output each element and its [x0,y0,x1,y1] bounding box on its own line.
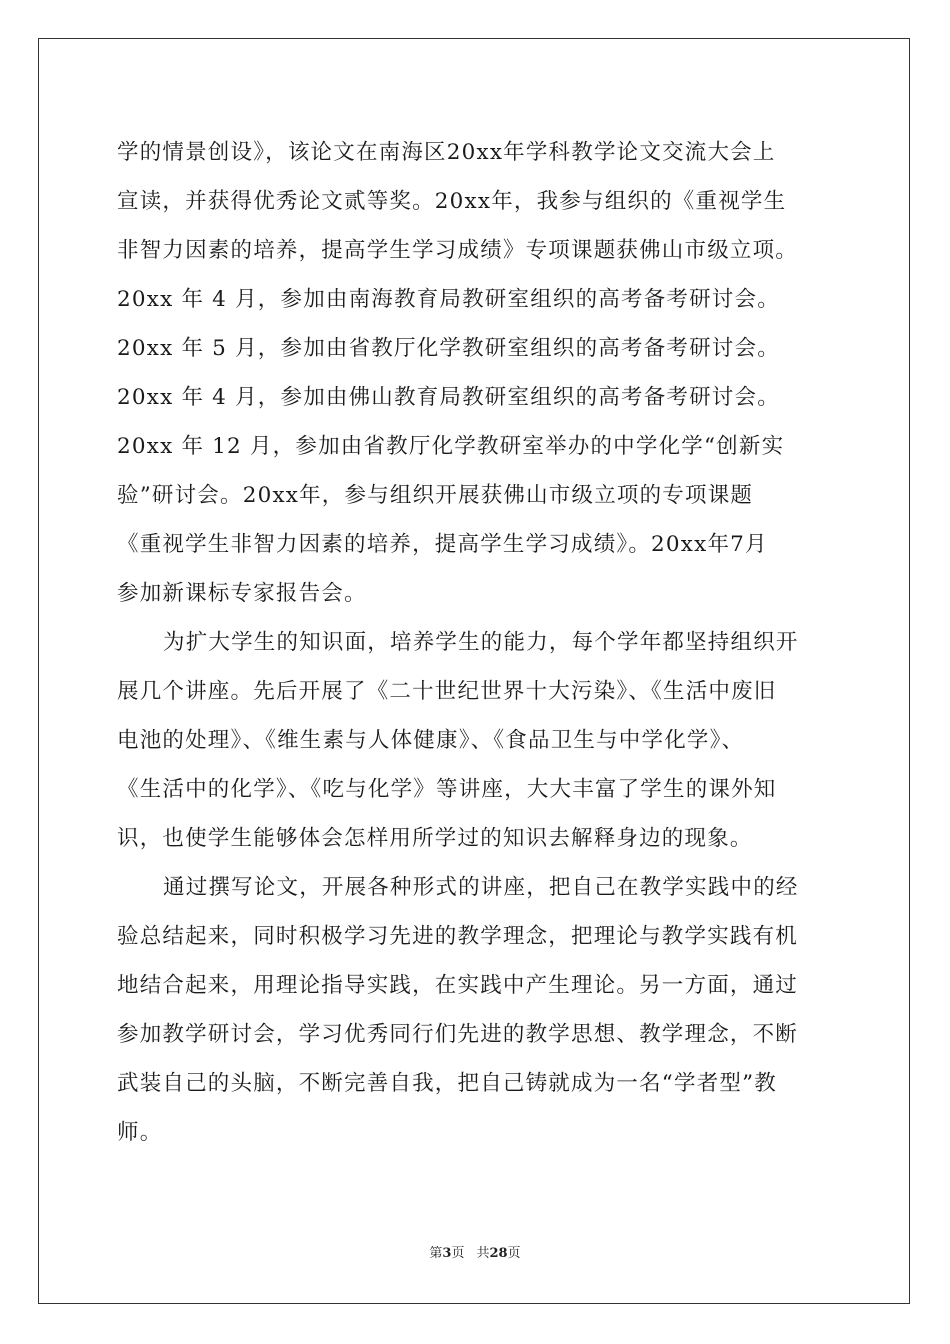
paragraph-first-line: 为扩大学生的知识面，培养学生的能力，每个学年都坚持组织开 [163,630,799,655]
text-line: 20xx 年 5 月，参加由省教厅化学教研室组织的高考备考研讨会。 [117,336,780,361]
text-line: 《生活中的化学》、《吃与化学》等讲座，大大丰富了学生的课外知 [117,777,777,802]
total-pages: 28 [489,1246,508,1261]
total-suffix: 页 [507,1246,521,1261]
text-line: 20xx 年 12 月，参加由省教厅化学教研室举办的中学化学“创新实 [117,434,785,459]
text-line: 识，也使学生能够体会怎样用所学过的知识去解释身边的现象。 [117,826,753,851]
paragraph-first-line: 通过撰写论文，开展各种形式的讲座，把自己在教学实践中的经 [163,875,799,900]
text-line: 20xx 年 4 月，参加由南海教育局教研室组织的高考备考研讨会。 [117,287,780,312]
text-line: 20xx 年 4 月，参加由佛山教育局教研室组织的高考备考研讨会。 [117,385,780,410]
text-line: 参加新课标专家报告会。 [117,581,367,606]
text-line: 参加教学研讨会，学习优秀同行们先进的教学思想、教学理念，不断 [117,1022,799,1047]
text-line: 学的情景创设》，该论文在南海区20xx年学科教学论文交流大会上 [117,140,776,165]
text-line: 验”研讨会。20xx年，参与组织开展获佛山市级立项的专项课题 [117,483,754,508]
page-number: 3 [442,1246,452,1261]
text-line: 非智力因素的培养，提高学生学习成绩》专项课题获佛山市级立项。 [117,238,799,263]
text-line: 师。 [117,1120,163,1145]
text-line: 电池的处理》、《维生素与人体健康》、《食品卫生与中学化学》、 [117,728,745,753]
page-prefix: 第 [429,1246,443,1261]
text-line: 地结合起来，用理论指导实践，在实践中产生理论。另一方面，通过 [117,973,799,998]
text-line: 验总结起来，同时积极学习先进的教学理念，把理论与教学实践有机 [117,924,799,949]
document-body [117,128,837,1157]
text-line: 展几个讲座。先后开展了《二十世纪世界十大污染》、《生活中废旧 [117,679,777,704]
total-prefix: 共 [476,1246,490,1261]
text-line: 武装自己的头脑，不断完善自我，把自己铸就成为一名“学者型”教 [117,1071,777,1096]
text-line: 宣读，并获得优秀论文贰等奖。20xx年，我参与组织的《重视学生 [117,189,787,214]
page-footer [0,1242,950,1261]
text-line: 《重视学生非智力因素的培养，提高学生学习成绩》。20xx年7月 [117,532,768,557]
page-suffix: 页 [451,1246,465,1261]
